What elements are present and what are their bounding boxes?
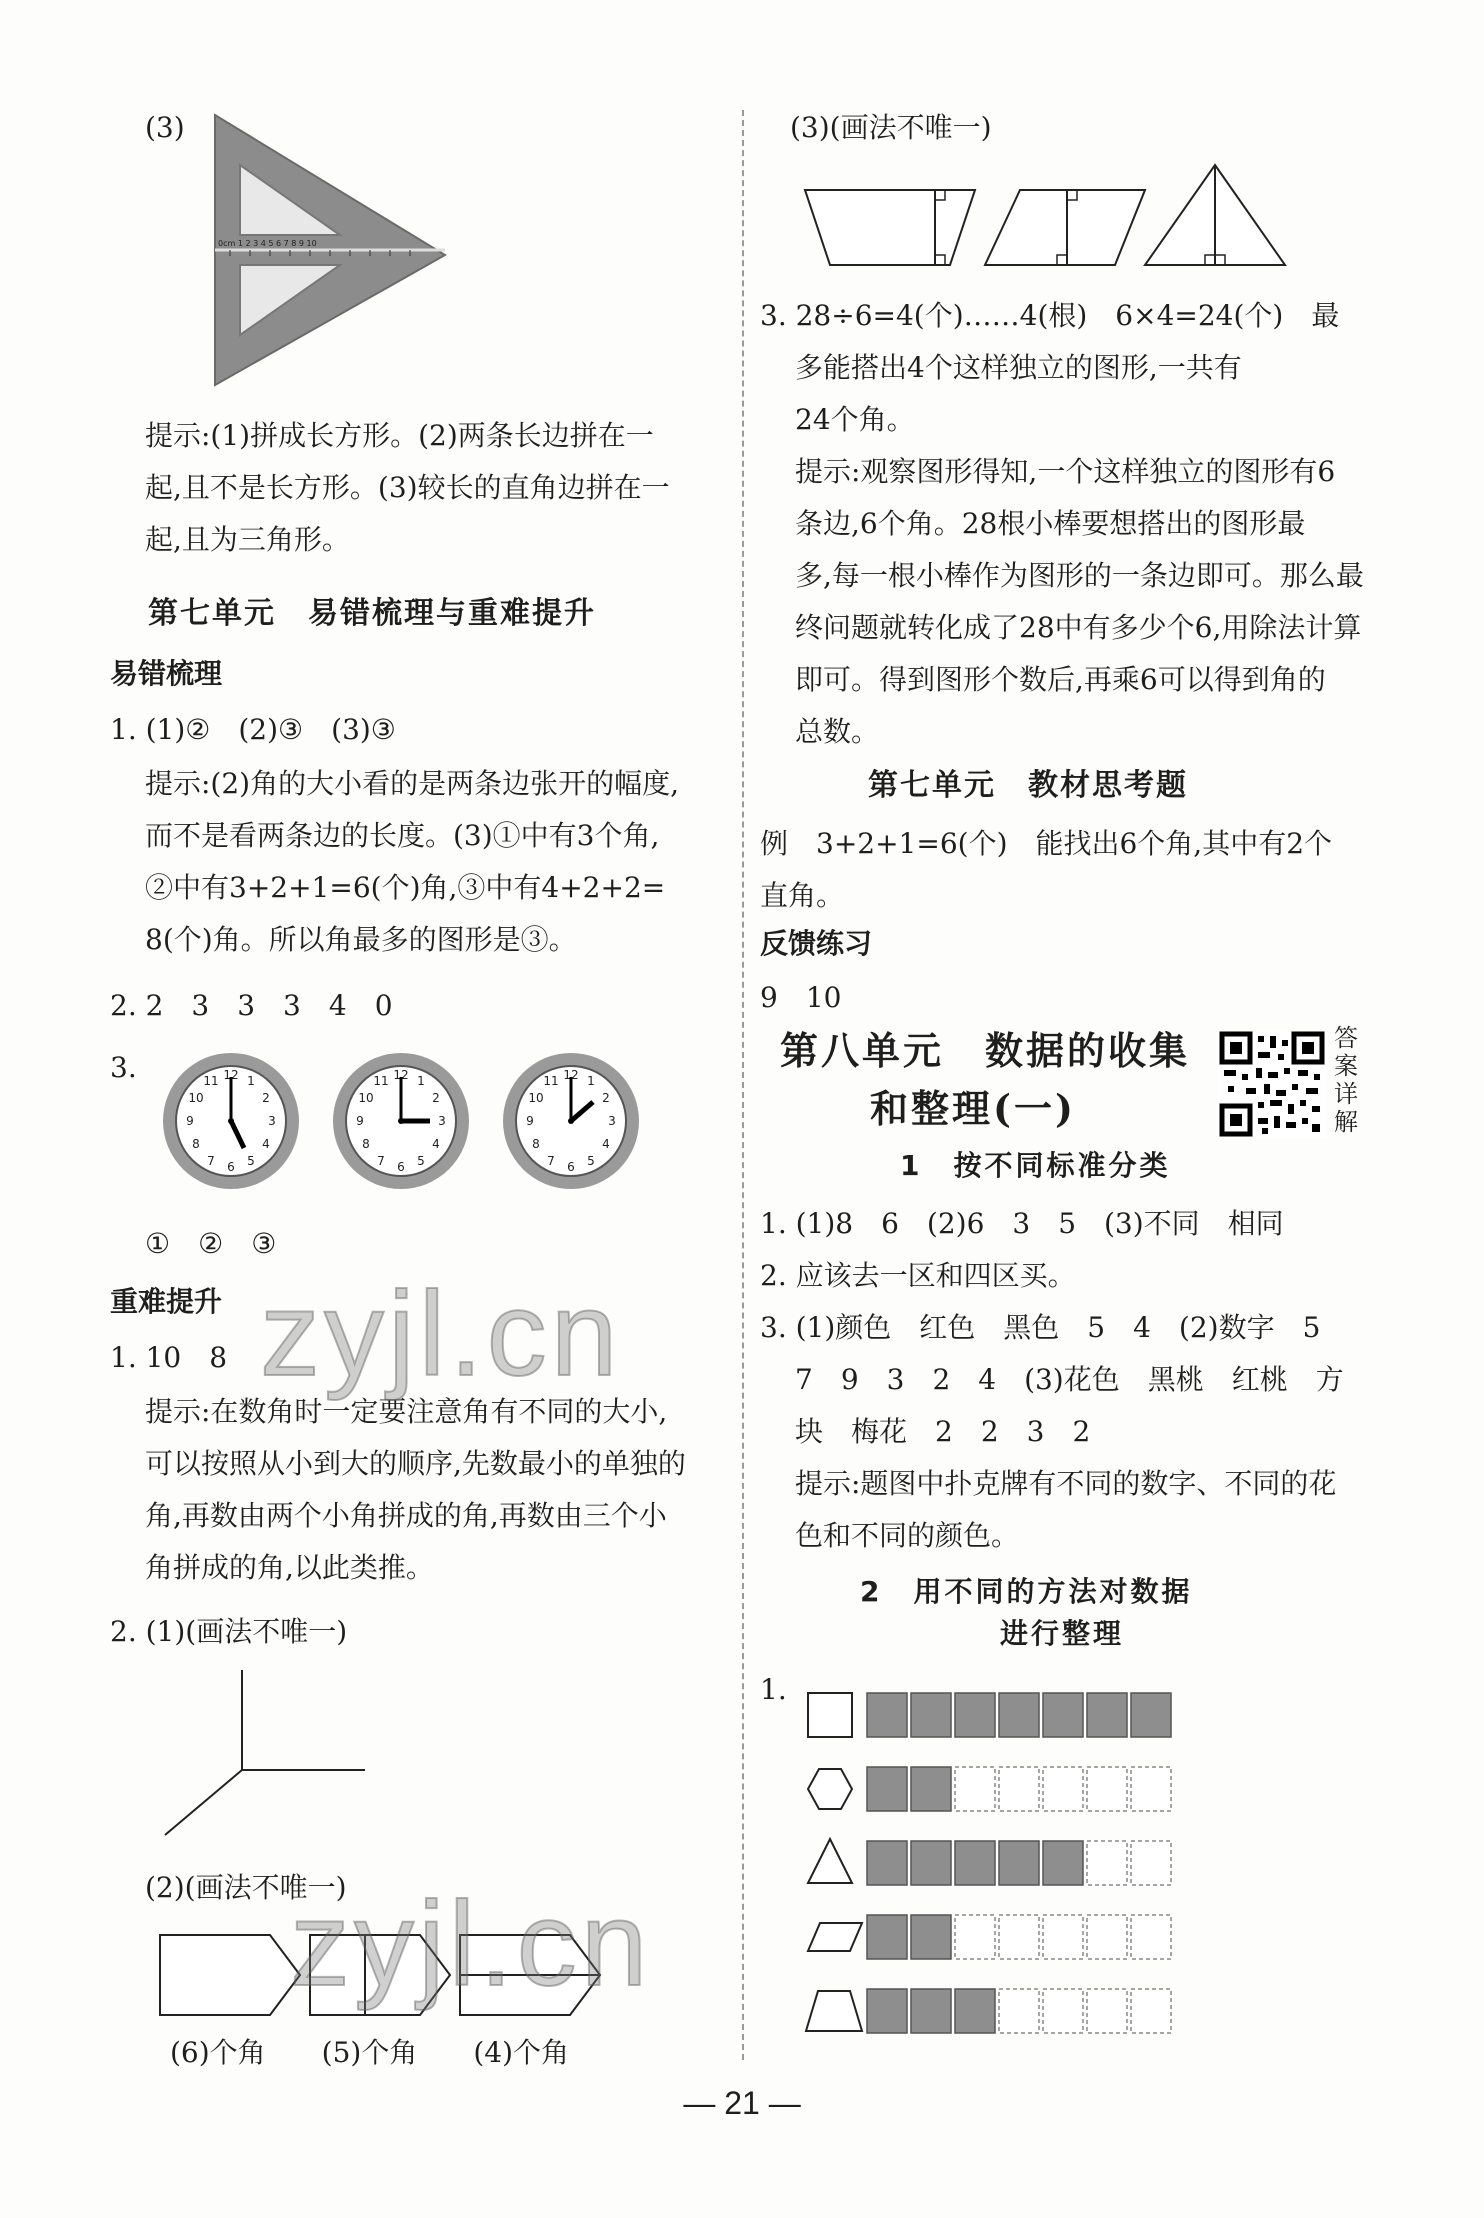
- clock-num: 2: [262, 1091, 270, 1105]
- example-line2: 直角。: [760, 879, 845, 912]
- clock-num: 8: [532, 1137, 540, 1151]
- tally-cell-empty: [1131, 1767, 1171, 1811]
- clock-3: [500, 1050, 642, 1192]
- tally-cell-empty: [1043, 1989, 1083, 2033]
- tally-cell-empty: [955, 1767, 995, 1811]
- clock-num: 5: [417, 1154, 425, 1168]
- clock-num: 11: [203, 1074, 219, 1088]
- tally-cell-empty: [1087, 1841, 1127, 1885]
- watermark: zyjl.cn: [260, 1267, 622, 1401]
- tally-cell-filled: [1131, 1693, 1171, 1737]
- tally-cell-empty: [999, 1915, 1039, 1959]
- fankui-heading: 反馈练习: [760, 927, 873, 960]
- triangle-rulers-figure: [210, 110, 450, 390]
- zn-q1-hint4: 角拼成的角,以此类推。: [145, 1551, 434, 1584]
- trapezoid-shape-icon: [806, 1991, 862, 2031]
- hint-3-line1: 提示:(1)拼成长方形。(2)两条长边拼在一: [145, 419, 654, 452]
- tally-cell-empty: [1043, 1915, 1083, 1959]
- example-line1: 例 3+2+1=6(个) 能找出6个角,其中有2个: [760, 827, 1333, 860]
- zn-q2b: (2)(画法不唯一): [145, 1871, 347, 1904]
- clock-num: 11: [373, 1074, 389, 1088]
- parallelogram-shape-icon: [808, 1923, 862, 1951]
- tally-cell-empty: [1087, 1915, 1127, 1959]
- clock-num: 6: [397, 1160, 405, 1174]
- s1-q3-hint1: 提示:题图中扑克牌有不同的数字、不同的花: [795, 1467, 1337, 1500]
- tally-cell-filled: [1043, 1693, 1083, 1737]
- clock-2: [330, 1050, 472, 1192]
- tally-cell-filled: [867, 1915, 907, 1959]
- clock-num: 9: [186, 1114, 194, 1128]
- clock-num: 12: [563, 1068, 579, 1082]
- yc-q1-hint2: 而不是看两条边的长度。(3)①中有3个角,: [145, 819, 660, 852]
- tally-cell-filled: [911, 1767, 951, 1811]
- s1-q3-line3: 块 梅花 2 2 3 2: [795, 1415, 1091, 1448]
- clock-labels: ① ② ③: [145, 1227, 277, 1260]
- section2-title-line2: 进行整理: [1000, 1617, 1125, 1650]
- square-shape-icon: [808, 1693, 852, 1737]
- tally-cell-filled: [911, 1915, 951, 1959]
- clock-num: 4: [432, 1137, 440, 1151]
- clock-num: 7: [547, 1154, 555, 1168]
- r-hint-2: 条边,6个角。28根小棒要想搭出的图形最: [795, 507, 1306, 540]
- tally-cell-filled: [955, 1693, 995, 1737]
- tally-cell-filled: [867, 1841, 907, 1885]
- clock-num: 1: [247, 1074, 255, 1088]
- yc-q1-hint1: 提示:(2)角的大小看的是两条边张开的幅度,: [145, 767, 679, 800]
- watermark: zyjl.cn: [290, 1877, 652, 2011]
- unit8-title-line1: 第八单元 数据的收集: [780, 1028, 1191, 1073]
- clock-num: 10: [358, 1091, 374, 1105]
- clock-num: 11: [543, 1074, 559, 1088]
- think-title: 第七单元 教材思考题: [868, 768, 1188, 803]
- angles-caption: (6)个角 (5)个角 (4)个角: [170, 2036, 569, 2069]
- zn-q1-hint3: 角,再数由两个小角拼成的角,再数由三个小: [145, 1499, 667, 1532]
- clock-num: 2: [602, 1091, 610, 1105]
- r-q3-line1: 3. 28÷6=4(个)……4(根) 6×4=24(个) 最: [760, 299, 1340, 332]
- clock-num: 1: [417, 1074, 425, 1088]
- r-hint-4: 终问题就转化成了28中有多少个6,用除法计算: [795, 611, 1362, 644]
- yc-q1-hint3: ②中有3+2+1=6(个)角,③中有4+2+2=: [145, 871, 666, 904]
- clock-num: 3: [268, 1114, 276, 1128]
- r-hint-3: 多,每一根小棒作为图形的一条边即可。那么最: [795, 559, 1364, 592]
- unit7-title: 第七单元 易错梳理与重难提升: [148, 596, 596, 631]
- tally-cell-filled: [1087, 1693, 1127, 1737]
- clock-num: 4: [262, 1137, 270, 1151]
- r-hint-5: 即可。得到图形个数后,再乘6可以得到角的: [795, 663, 1326, 696]
- clock-num: 6: [227, 1160, 235, 1174]
- tally-cell-empty: [1087, 1767, 1127, 1811]
- item-3-label: (3): [145, 111, 185, 144]
- tally-cell-empty: [955, 1915, 995, 1959]
- section2-title-line1: 2 用不同的方法对数据: [860, 1575, 1193, 1608]
- tally-cell-empty: [1131, 1841, 1171, 1885]
- clock-num: 3: [438, 1114, 446, 1128]
- r-hint-1: 提示:观察图形得知,一个这样独立的图形有6: [795, 455, 1336, 488]
- angle-drawing-figure: [160, 1670, 380, 1840]
- ruler-scale-text: 0cm 1 2 3 4 5 6 7 8 9 10: [218, 239, 317, 248]
- clock-num: 8: [362, 1137, 370, 1151]
- zn-q1: 1. 10 8: [110, 1341, 228, 1374]
- clock-num: 10: [528, 1091, 544, 1105]
- hexagon-shape-icon: [808, 1769, 852, 1809]
- tally-cell-filled: [867, 1693, 907, 1737]
- tally-cell-filled: [955, 1989, 995, 2033]
- tally-cell-filled: [955, 1841, 995, 1885]
- s1-q3-line2: 7 9 3 2 4 (3)花色 黑桃 红桃 方: [795, 1363, 1344, 1396]
- r-item3: (3)(画法不唯一): [790, 111, 992, 144]
- tally-cell-empty: [1087, 1989, 1127, 2033]
- tally-cell-empty: [1131, 1915, 1171, 1959]
- tally-cell-filled: [911, 1989, 951, 2033]
- clock-num: 2: [432, 1091, 440, 1105]
- hint-3-line2: 起,且不是长方形。(3)较长的直角边拼在一: [145, 471, 670, 504]
- triangle-shape-icon: [808, 1839, 852, 1883]
- zhongnan-heading: 重难提升: [110, 1285, 223, 1318]
- clock-num: 9: [356, 1114, 364, 1128]
- clock-num: 3: [608, 1114, 616, 1128]
- tally-cell-empty: [999, 1767, 1039, 1811]
- clock-num: 7: [377, 1154, 385, 1168]
- r-q3-line3: 24个角。: [795, 403, 915, 436]
- clock-num: 12: [223, 1068, 239, 1082]
- zn-q1-hint1: 提示:在数角时一定要注意角有不同的大小,: [145, 1395, 668, 1428]
- tally-cell-filled: [999, 1841, 1039, 1885]
- qr-code: [1218, 1030, 1326, 1138]
- yc-q1: 1. (1)② (2)③ (3)③: [110, 713, 396, 746]
- s2-q1: 1.: [760, 1673, 787, 1706]
- clock-num: 5: [247, 1154, 255, 1168]
- clock-num: 8: [192, 1137, 200, 1151]
- clock-1: [160, 1050, 302, 1192]
- tally-cell-filled: [867, 1767, 907, 1811]
- clock-num: 1: [587, 1074, 595, 1088]
- clock-num: 12: [393, 1068, 409, 1082]
- clock-num: 4: [602, 1137, 610, 1151]
- tally-cell-filled: [911, 1841, 951, 1885]
- tally-cell-filled: [999, 1693, 1039, 1737]
- clock-num: 6: [567, 1160, 575, 1174]
- yc-q1-hint4: 8(个)角。所以角最多的图形是③。: [145, 923, 577, 956]
- s1-q1: 1. (1)8 6 (2)6 3 5 (3)不同 相同: [760, 1207, 1284, 1240]
- tally-cell-empty: [1043, 1767, 1083, 1811]
- tally-cell-empty: [999, 1989, 1039, 2033]
- clock-num: 7: [207, 1154, 215, 1168]
- r-q3-line2: 多能搭出4个这样独立的图形,一共有: [795, 351, 1242, 384]
- clock-num: 5: [587, 1154, 595, 1168]
- zn-q1-hint2: 可以按照从小到大的顺序,先数最小的单独的: [145, 1447, 686, 1480]
- hint-3-line3: 起,且为三角形。: [145, 523, 350, 556]
- fankui-answer: 9 10: [760, 981, 842, 1014]
- s1-q2: 2. 应该去一区和四区买。: [760, 1259, 1076, 1292]
- yc-q3: 3.: [110, 1051, 137, 1084]
- zn-q2: 2. (1)(画法不唯一): [110, 1615, 348, 1648]
- page-number: — 21 —: [683, 2085, 801, 2121]
- s1-q3-hint2: 色和不同的颜色。: [795, 1519, 1020, 1552]
- tally-cell-filled: [911, 1693, 951, 1737]
- tally-cell-empty: [1131, 1989, 1171, 2033]
- yicuo-heading: 易错梳理: [110, 657, 223, 690]
- section1-title: 1 按不同标准分类: [900, 1149, 1171, 1182]
- tally-cell-filled: [1043, 1841, 1083, 1885]
- height-drawing-figure: [805, 165, 1365, 275]
- column-divider: [742, 110, 744, 2060]
- qr-caption: 答案详解: [1334, 1024, 1358, 1136]
- clock-num: 9: [526, 1114, 534, 1128]
- s1-q3-line1: 3. (1)颜色 红色 黑色 5 4 (2)数字 5: [760, 1311, 1321, 1344]
- clock-num: 10: [188, 1091, 204, 1105]
- r-hint-6: 总数。: [795, 715, 880, 748]
- yc-q2: 2. 2 3 3 3 4 0: [110, 989, 393, 1022]
- unit8-title-line2: 和整理(一): [870, 1086, 1076, 1131]
- tally-cell-filled: [867, 1989, 907, 2033]
- tally-chart: [800, 1685, 1320, 2085]
